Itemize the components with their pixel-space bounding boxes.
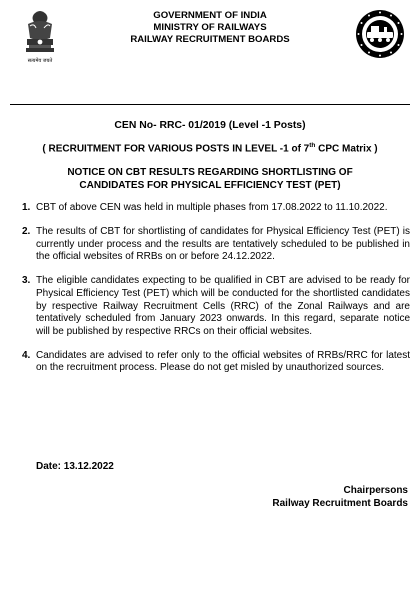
signatory-organization: Railway Recruitment Boards	[272, 498, 408, 509]
recruitment-suffix: CPC Matrix )	[315, 143, 378, 155]
list-item	[22, 350, 410, 375]
point-text: CBT of above CEN was held in multiple phases from 17.08.2022 to 11.10.2022.	[36, 202, 388, 213]
notice-date: Date: 13.12.2022	[36, 461, 114, 472]
notice-title-line1: NOTICE ON CBT RESULTS REGARDING SHORTLISTING OF	[67, 167, 353, 178]
signature-block	[272, 484, 408, 510]
point-number: 4.	[22, 349, 31, 361]
svg-text:सत्यमेव जयते: सत्यमेव जयते	[27, 58, 53, 64]
point-number: 3.	[22, 275, 31, 287]
recruitment-line	[0, 142, 420, 154]
point-text: The results of CBT for shortlisting of candidates for Physical Efficiency Test (PET) is currently under process and the results are tentatively scheduled to be published in the official websites of RRBs on or before 24.12.2022.	[36, 226, 410, 263]
notice-title-line2: CANDIDATES FOR PHYSICAL EFFICIENCY TEST (PET)	[79, 180, 341, 191]
header-divider	[10, 104, 410, 105]
notice-points	[22, 202, 410, 387]
point-text: The eligible candidates expecting to be qualified in CBT are advised to be ready for Physical Efficiency Test (PET) which will be conducted for the shortlisted candidates by respective Railway Recruitment Cells (RRC) of the Zonal Railways and are tentatively scheduled from January 2023 onwards. In this regard, separate notice will be published by respective RRCs on their official websites.	[36, 275, 410, 337]
point-number: 2.	[22, 226, 31, 238]
ministry-title: MINISTRY OF RAILWAYS	[153, 22, 267, 33]
board-title: RAILWAY RECRUITMENT BOARDS	[130, 34, 290, 45]
notice-title	[0, 166, 420, 192]
signatory-title: Chairpersons	[343, 485, 408, 496]
indian-railways-logo-icon	[354, 8, 406, 60]
govt-title: GOVERNMENT OF INDIA	[153, 10, 267, 21]
list-item	[22, 226, 410, 264]
cen-number: CEN No- RRC- 01/2019 (Level -1 Posts)	[114, 120, 306, 131]
recruitment-prefix: ( RECRUITMENT FOR VARIOUS POSTS IN LEVEL -1 of 7	[42, 143, 310, 155]
point-number: 1.	[22, 202, 31, 213]
point-text: Candidates are advised to refer only to the official websites of RRBs/RRC for latest on the recruitment process. Please do not get misled by unauthorized sources.	[36, 349, 410, 374]
list-item	[22, 202, 410, 215]
recruitment-superscript: th	[309, 142, 316, 149]
list-item	[22, 275, 410, 338]
letterhead	[0, 0, 420, 100]
